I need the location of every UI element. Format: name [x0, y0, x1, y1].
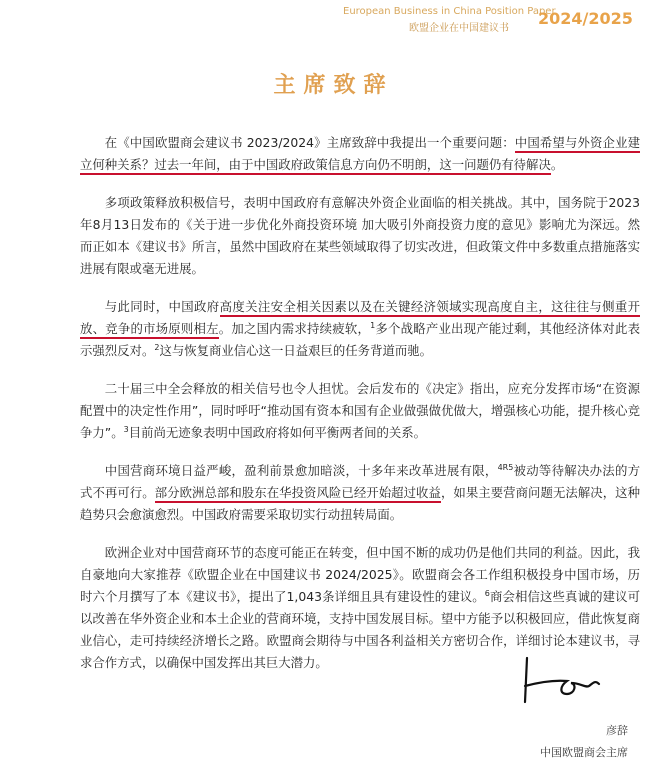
- highlighted-text: 高度关注安全相关因素以及在关键经济领域实现高度自主，这往往与侧重开放、竞争的市场原则相左: [80, 299, 640, 339]
- text-segment: 被动等待解决办法的方式不再可行。: [80, 463, 641, 500]
- highlighted-text: 中国希望与外资企业建立何种关系？: [80, 135, 640, 175]
- paragraph: [80, 460, 640, 526]
- paragraph: [80, 192, 640, 280]
- header-english-title: European Business in China Position Paper: [343, 6, 556, 17]
- text-segment: 这与恢复商业信心这一日益艰巨的任务背道而驰。: [159, 343, 433, 358]
- paragraph: [80, 296, 640, 362]
- footnote-ref: 3: [123, 424, 129, 434]
- header-chinese-title: 欧盟企业在中国建议书: [409, 23, 509, 34]
- text-segment: 二十届三中全会释放的相关信号也令人担忧。会后发布的《决定》指出，应充分发挥市场“在资源配置中的决定性作用”，同时呼吁“推动国有资本和国有企业做强做优做大，增强核心功能，提升核心竞争力”。: [80, 381, 640, 440]
- footnote-ref: 1: [370, 320, 376, 330]
- signer-title: 中国欧盟商会主席: [540, 746, 628, 759]
- paragraph: [80, 132, 640, 176]
- text-segment: 。加之国内需求持续疲软，: [218, 321, 371, 336]
- text-segment: 与此同时，中国政府: [104, 299, 220, 314]
- paragraph: [80, 378, 640, 444]
- page-title: 主席致辞: [273, 73, 394, 98]
- body-text: [80, 132, 640, 690]
- text-segment: 欧洲企业对中国营商环节的态度可能正在转变，但中国不断的成功仍是他们共同的利益。因此，我自豪地向大家推荐《欧盟企业在中国建议书 2024/2025》。欧盟商会各工作组积极投身中国市场，历时六个月撰写了本《建议书》，提出了1,043条详细且具有建设性的建议。: [80, 545, 640, 604]
- text-segment: ，如果主要营商问题无法解决，这种趋势只会愈演愈烈。中国政府需要采取切实行动扭转局面。: [80, 485, 641, 522]
- text-segment: 目前尚无迹象表明中国政府将如何平衡两者间的关系。: [128, 425, 427, 440]
- text-segment: 在《中国欧盟商会建议书 2023/2024》主席致辞中我提出一个重要问题：: [104, 135, 515, 150]
- footnote-ref: 6: [484, 588, 490, 598]
- text-segment: 商会相信这些真诚的建议可以改善在华外资企业和本土企业的营商环境，支持中国发展目标。望中方能予以积极回应，借此恢复商业信心，走可持续经济增长之路。欧盟商会期待与中国各利益相关方密切合作，详细讨论本建议书，寻求合作方式，以确保中国发挥出其巨大潜力。: [80, 589, 641, 670]
- highlighted-text: 过去一年间，由于中国政府政策信息方向仍不明朗，这一问题仍有待解决: [154, 157, 551, 175]
- text-segment: 。: [550, 157, 564, 172]
- text-segment: 多项政策释放积极信号，表明中国政府有意解决外资企业面临的相关挑战。其中，国务院于2023 年8月13日发布的《关于进一步优化外商投资环境 加大吸引外商投资力度的意见》影响尤为深远。然而正如本《建议书》所言，虽然中国政府在某些领域取得了切实改进，但政策文件中多数重点措施落实进展有限或毫无进展。: [80, 195, 640, 276]
- text-segment: 多个战略产业出现产能过剩，其他经济体对此表示强烈反对。: [80, 321, 641, 358]
- signature-image: [515, 650, 605, 710]
- text-segment: 中国营商环境日益严峻，盈利前景愈加暗淡，十多年来改革进展有限，: [104, 463, 498, 478]
- signer-name: 彦辞: [606, 724, 628, 737]
- header-year: 2024/2025: [538, 9, 633, 28]
- highlighted-text: 部分欧洲总部和股东在华投资风险已经开始超过收益: [155, 485, 441, 503]
- footnote-ref: 2: [154, 342, 160, 352]
- footnote-ref: 4R5: [497, 462, 514, 472]
